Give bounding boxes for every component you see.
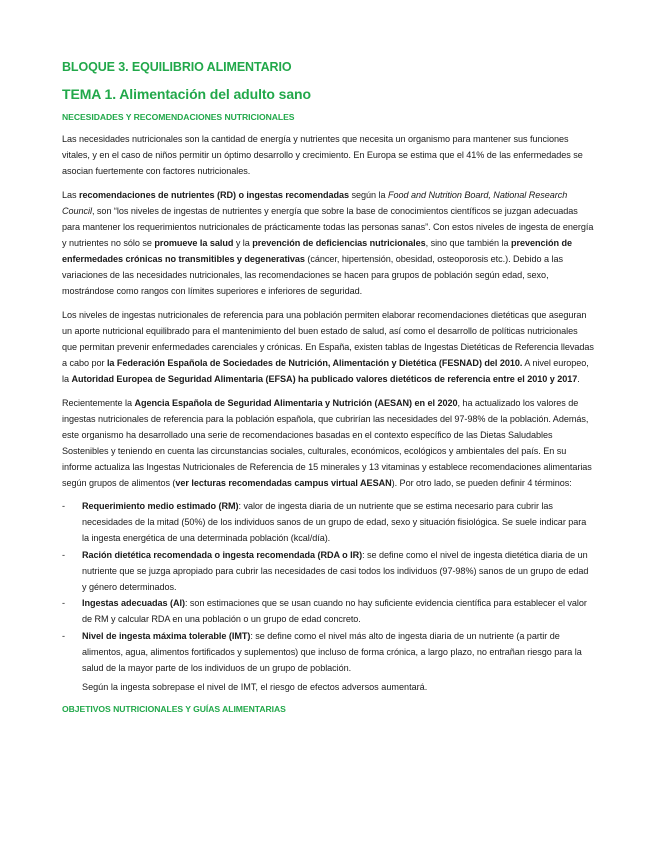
- text: A nivel europeo, la: [62, 358, 589, 384]
- term-definition: : son estimaciones que se usan cuando no hay suficiente evidencia científica para establecer el valor de RM y calcular RDA en una población o un grupo de edad concreto.: [82, 598, 587, 625]
- list-dash: -: [62, 501, 65, 511]
- bold-text: la Federación Española de Sociedades de Nutrición, Alimentación y Dietética (FESNAD) del 2010.: [106, 358, 523, 368]
- topic-heading: TEMA 1. Alimentación del adulto sano: [62, 86, 311, 102]
- text: , sino que también la: [425, 238, 511, 248]
- bold-text: Autoridad Europea de Seguridad Alimentaria (EFSA) ha publicado valores dietéticos de referencia entre el 2010 y 2017: [71, 374, 578, 384]
- paragraph-needs: Las necesidades nutricionales son la cantidad de energía y nutrientes que necesita un organismo para mantener sus funciones vitales, y en el caso de niños permitir un óptimo desarrollo y crecimiento. En Europa se estima que el 41% de las enfermedades se asocian fuertemente con factores nutricionales.: [62, 134, 583, 176]
- bold-text: ver lecturas recomendadas campus virtual AESAN: [175, 478, 392, 488]
- bold-text: promueve la salud: [154, 238, 234, 248]
- term-name: Ingestas adecuadas (AI): [82, 598, 185, 609]
- paragraph-aesan: [62, 395, 594, 491]
- section-heading-objectives: OBJETIVOS NUTRICIONALES Y GUÍAS ALIMENTARIAS: [62, 703, 286, 714]
- text: .: [577, 374, 580, 384]
- text: ). Por otro lado, se pueden definir 4 términos:: [391, 478, 572, 488]
- term-name: Requerimiento medio estimado (RM): [82, 501, 239, 511]
- text: Recientemente la: [62, 398, 135, 408]
- term-definition: : se define como el nivel de ingesta dietética diaria de un nutriente que se juzga apropiado para cubrir las necesidades de casi todos los individuos (97-98%) sanos de un grupo de edad y género determinados.: [82, 549, 589, 592]
- list-dash: -: [62, 631, 65, 642]
- list-item: [62, 596, 594, 628]
- list-dash: -: [62, 549, 65, 560]
- list-item: [62, 629, 594, 677]
- list-dash: -: [62, 598, 65, 609]
- block-heading: BLOQUE 3. EQUILIBRIO ALIMENTARIO: [62, 60, 292, 74]
- list-item: [62, 499, 594, 547]
- term-definition: : valor de ingesta diaria de un nutriente que se estima necesario para cubrir las necesidades de la mitad (50%) de los individuos sanos de un grupo de edad, sexo y situación fisiológica. Se suele indicar para la ingesta energética de una determinada población (kcal/día).: [82, 501, 587, 543]
- paragraph-reference-levels: [62, 307, 594, 387]
- text: , ha actualizado los valores de ingestas nutricionales de referencia para la población española, que cubrirían las necesidades del 97-98% de la población. Además, este organismo ha desarrollado una serie de recomendaciones basadas en el contexto específico de las Dietas Saludables Sostenibles y teniendo en cuenta las circunstancias sociales, culturales, económicos, ecológicos y ambientales del país. En su informe actualiza las Ingestas Nutricionales de Referencia de 15 minerales y 13 vitaminas y establece recomendaciones alimentarias según grupos de alimentos (: [62, 398, 592, 488]
- list-item: [62, 548, 594, 596]
- imt-note: Según la ingesta sobrepase el nivel de IMT, el riesgo de efectos adversos aumentará.: [82, 681, 428, 692]
- text: , son “los niveles de ingestas de nutrientes y energía que sobre la base de conocimientos científicos se juzgan adecuadas para mantener los requerimientos nutricionales de prácticamente todas las personas sanas”. Con estos niveles de ingesta de energía y nutrientes no sólo se: [62, 206, 594, 248]
- text: (cáncer, hipertensión, obesidad, osteoporosis etc.). Debido a las variaciones de las necesidades nutricionales, las recomendaciones se hacen para grupos de población según edad, sexo, mostrándose como rangos con límites superiores e inferiores de seguridad.: [62, 254, 563, 296]
- document-content: [62, 60, 594, 723]
- bold-text: prevención de enfermedades crónicas no transmitibles y degenerativas: [62, 238, 572, 264]
- text: Los niveles de ingestas nutricionales de referencia para una población permiten elaborar recomendaciones dietéticas que aseguran un aporte nutricional equilibrado para el mantenimiento del buen estado de salud, así como el desarrollo de políticas nutricionales que permitan prevenir enfermedades carenciales y crónicas. En España, existen tablas de Ingestas Dietéticas de Referencia llevadas a cabo por: [62, 310, 594, 368]
- term-name: Nivel de ingesta máxima tolerable (IMT): [82, 631, 251, 642]
- bold-text: prevención de deficiencias nutricionales: [252, 238, 426, 248]
- text: Las: [62, 190, 79, 200]
- section-heading-needs: NECESIDADES Y RECOMENDACIONES NUTRICIONALES: [62, 112, 295, 122]
- bold-text: recomendaciones de nutrientes (RD) o ingestas recomendadas: [79, 190, 349, 200]
- terms-list: [62, 499, 594, 677]
- paragraph-recommendations: [62, 187, 594, 299]
- term-name: Ración dietética recomendada o ingesta recomendada (RDA o IR): [82, 549, 363, 560]
- text: y la: [233, 238, 253, 248]
- italic-text: Food and Nutrition Board, National Research Council: [62, 190, 568, 216]
- text: según la: [349, 190, 388, 200]
- bold-text: Agencia Española de Seguridad Alimentaria y Nutrición (AESAN) en el 2020: [134, 398, 458, 408]
- term-definition: : se define como el nivel más alto de ingesta diaria de un nutriente (a partir de alimentos, agua, alimentos fortificados y suplementos) que incluso de forma crónica, a largo plazo, no entrañan riesgo para la salud de la mayor parte de los individuos de un grupo de población.: [82, 631, 582, 674]
